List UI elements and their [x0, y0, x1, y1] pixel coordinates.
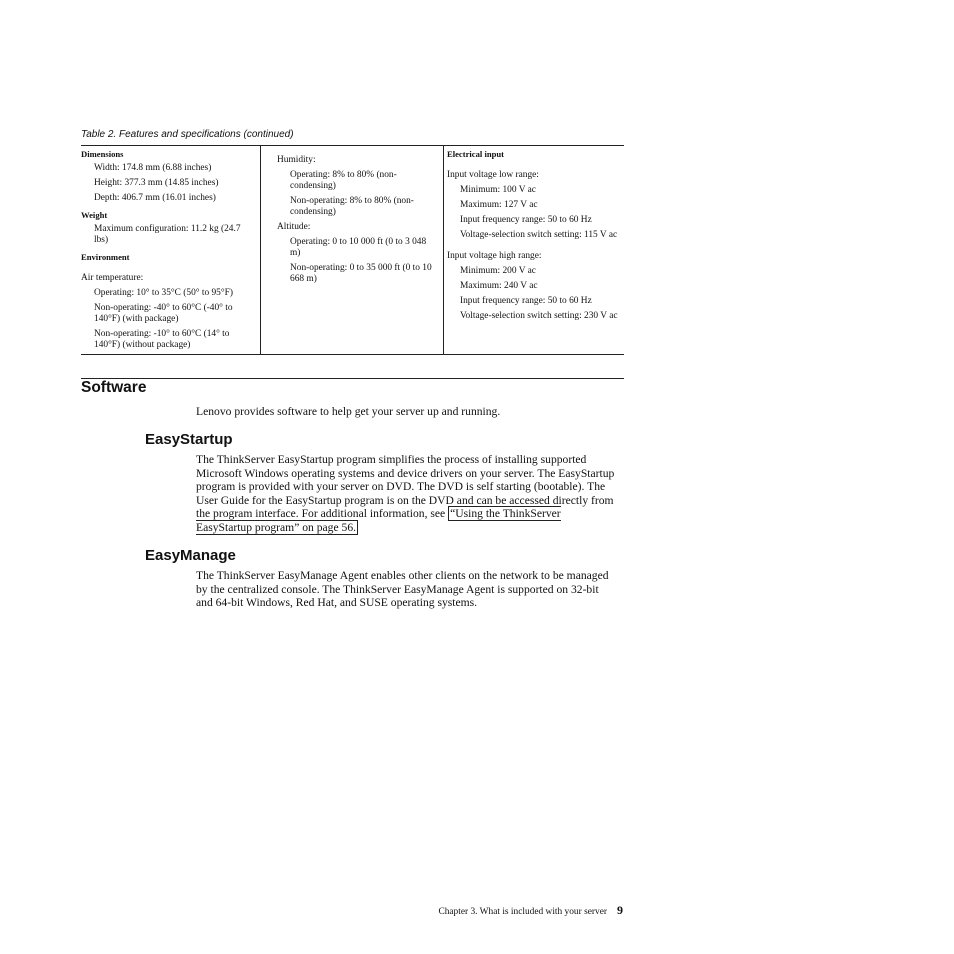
low-maximum-spec: Maximum: 127 V ac: [460, 200, 538, 210]
height-spec: Height: 377.3 mm (14.85 inches): [94, 178, 219, 188]
table-column-electrical: [444, 146, 624, 354]
section-divider: [81, 378, 624, 379]
table-column-dimensions: [81, 146, 261, 354]
humidity-operating-spec: Operating: 8% to 80% (non-condensing): [290, 170, 397, 191]
dimensions-heading: Dimensions: [81, 149, 124, 159]
depth-spec: Depth: 406.7 mm (16.01 inches): [94, 193, 216, 203]
altitude-operating-spec: Operating: 0 to 10 000 ft (0 to 3 048 m): [290, 237, 427, 258]
footer-chapter: Chapter 3. What is included with your server: [438, 907, 607, 917]
table-column-humidity: [261, 146, 444, 354]
low-range-label: Input voltage low range:: [447, 170, 539, 180]
software-intro: Lenovo provides software to help get your server up and running.: [196, 405, 501, 418]
specifications-table: [81, 145, 624, 355]
air-operating-spec: Operating: 10° to 35°C (50° to 95°F): [94, 288, 233, 298]
altitude-nonop-spec: Non-operating: 0 to 35 000 ft (0 to 10 668 m): [290, 263, 432, 284]
weight-heading: Weight: [81, 210, 108, 220]
page-number: 9: [617, 903, 623, 917]
altitude-label: Altitude:: [277, 222, 311, 232]
software-heading: Software: [81, 379, 147, 396]
air-temperature-label: Air temperature:: [81, 273, 144, 283]
environment-heading: Environment: [81, 252, 130, 262]
electrical-heading: Electrical input: [447, 149, 505, 159]
high-range-label: Input voltage high range:: [447, 251, 542, 261]
easystartup-paragraph: [196, 453, 616, 535]
low-frequency-spec: Input frequency range: 50 to 60 Hz: [460, 215, 592, 225]
air-nonop-package-spec: Non-operating: -40° to 60°C (-40° to 140°F) (with package): [94, 303, 233, 324]
easystartup-heading: EasyStartup: [145, 431, 233, 448]
low-switch-spec: Voltage-selection switch setting: 115 V ac: [460, 230, 618, 240]
humidity-nonop-spec: Non-operating: 8% to 80% (non-condensing): [290, 196, 414, 217]
humidity-label: Humidity:: [277, 155, 316, 165]
width-spec: Width: 174.8 mm (6.88 inches): [94, 163, 212, 173]
high-maximum-spec: Maximum: 240 V ac: [460, 281, 538, 291]
high-frequency-spec: Input frequency range: 50 to 60 Hz: [460, 296, 592, 306]
easymanage-paragraph: The ThinkServer EasyManage Agent enables other clients on the network to be managed by the centralized console. The ThinkServer EasyManage Agent is supported on 32-bit and 64-bit Windows, Red Hat, and SUSE operating systems.: [196, 569, 609, 610]
low-minimum-spec: Minimum: 100 V ac: [460, 185, 536, 195]
high-minimum-spec: Minimum: 200 V ac: [460, 266, 536, 276]
table-caption: Table 2. Features and specifications (continued): [81, 129, 294, 140]
max-config-spec: Maximum configuration: 11.2 kg (24.7 lbs): [94, 224, 241, 245]
air-nonop-nopackage-spec: Non-operating: -10° to 60°C (14° to 140°F) (without package): [94, 329, 230, 350]
easystartup-body: The ThinkServer EasyStartup program simplifies the process of installing supported Microsoft Windows operating systems and device drivers on your server. The EasyStartup program is provided with your server on DVD. The DVD is self starting (bootable). The User Guide for the EasyStartup program is on the DVD and can be accessed directly from the program interface. For additional information, see: [196, 453, 615, 521]
page-footer: [438, 903, 623, 918]
high-switch-spec: Voltage-selection switch setting: 230 V ac: [460, 311, 618, 321]
easymanage-heading: EasyManage: [145, 547, 236, 564]
easystartup-cross-reference-link[interactable]: “Using the ThinkServer EasyStartup program” on page 56.: [196, 507, 561, 534]
